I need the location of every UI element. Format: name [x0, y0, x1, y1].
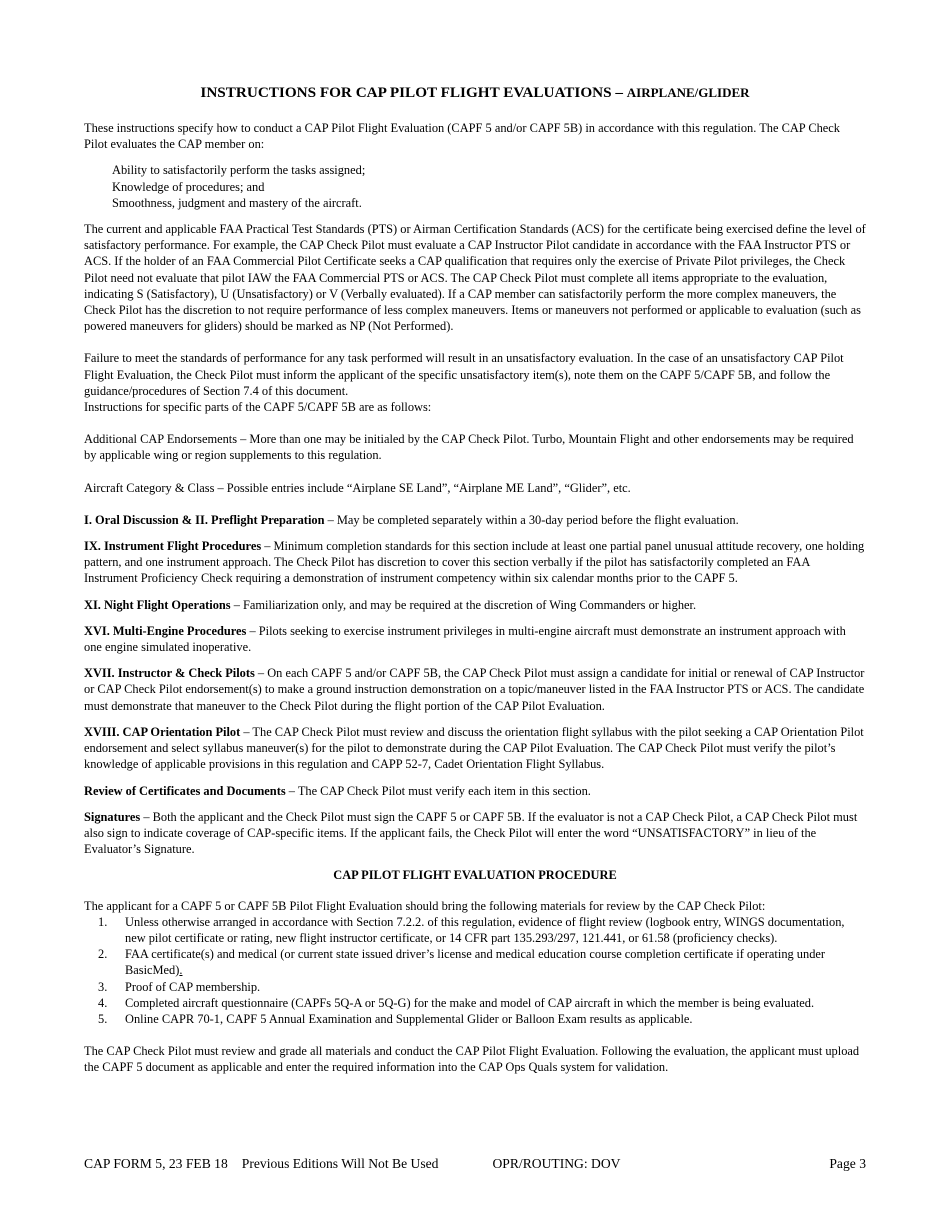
- list-number: 3.: [98, 979, 108, 994]
- section-heading: Signatures: [84, 809, 141, 824]
- section-heading: XVI. Multi-Engine Procedures: [84, 623, 247, 638]
- list-number: 1.: [98, 914, 108, 929]
- procedure-closing: The CAP Check Pilot must review and grade all materials and conduct the CAP Pilot Flight Evaluation. Following the evaluation, the applicant must upload the CAPF 5 document as applicable and enter the required information into the CAP Ops Quals system for validation.: [84, 1044, 860, 1075]
- parts-intro-paragraph: Instructions for specific parts of the CAPF 5/CAPF 5B are as follows:: [84, 400, 432, 415]
- criteria-item: Ability to satisfactorily perform the tasks assigned;: [112, 163, 366, 178]
- category-paragraph: Aircraft Category & Class – Possible entries include “Airplane SE Land”, “Airplane ME Land”, “Glider”, etc.: [84, 480, 631, 495]
- section-text: – Familiarization only, and may be required at the discretion of Wing Commanders or higher.: [230, 597, 697, 612]
- section-heading: XVIII. CAP Orientation Pilot: [84, 724, 241, 739]
- title-sub: AIRPLANE/GLIDER: [626, 85, 750, 100]
- list-text: FAA certificate(s) and medical (or current state issued driver’s license and medical education course completion certificate if operating under BasicMed): [125, 947, 826, 978]
- section-text: – The CAP Check Pilot must review and discuss the orientation flight syllabus with the pilot seeking a CAP Orientation Pilot endorsement and select syllabus maneuver(s) for the pilot to demonstrate during the CAP Pilot Evaluation. The CAP Check Pilot must verify the pilot’s knowledge of applicable provisions in this regulation and CAPP 52-7, Cadet Orientation Flight Syllabus.: [84, 724, 864, 772]
- section-instrument-flight: [84, 538, 866, 587]
- section-heading: Review of Certificates and Documents: [84, 783, 286, 798]
- list-item: [84, 995, 866, 1011]
- list-number: 5.: [98, 1011, 108, 1026]
- list-number: 4.: [98, 995, 108, 1010]
- footer-opr: OPR/ROUTING: DOV: [492, 1156, 621, 1171]
- list-item: [84, 1011, 866, 1027]
- list-text: Unless otherwise arranged in accordance with Section 7.2.2. of this regulation, evidence of flight review (logbook entry, WINGS documentation, new pilot certificate or rating, new flight instructor certificate, or 14 CFR part 135.293/297, 121.441, or 61.58 (proficiency checks).: [125, 914, 845, 945]
- footer-editions: Previous Editions Will Not Be Used: [241, 1156, 439, 1171]
- section-night-flight: [84, 597, 866, 613]
- section-text: – May be completed separately within a 30-day period before the flight evaluation.: [324, 512, 739, 527]
- section-heading: XI. Night Flight Operations: [84, 597, 231, 612]
- section-heading: I. Oral Discussion & II. Preflight Preparation: [84, 512, 325, 527]
- procedure-title: CAP PILOT FLIGHT EVALUATION PROCEDURE: [333, 868, 617, 883]
- list-item: [84, 914, 866, 946]
- list-text: Online CAPR 70-1, CAPF 5 Annual Examination and Supplemental Glider or Balloon Exam results as applicable.: [125, 1011, 693, 1026]
- title-dash: –: [611, 84, 627, 101]
- procedure-intro: The applicant for a CAPF 5 or CAPF 5B Pilot Flight Evaluation should bring the following materials for review by the CAP Check Pilot:: [84, 898, 766, 913]
- criteria-item: Knowledge of procedures; and: [112, 179, 265, 194]
- section-orientation-pilot: [84, 724, 866, 773]
- failure-paragraph: Failure to meet the standards of performance for any task performed will result in an unsatisfactory evaluation. In the case of an unsatisfactory CAP Pilot Flight Evaluation, the Check Pilot must inform the applicant of the specific unsatisfactory item(s), note them on the CAPF 5/CAPF 5B, and follow the guidance/procedures of Section 7.4 of this document.: [84, 351, 844, 398]
- document-page: [84, 84, 866, 1076]
- section-text: – Minimum completion standards for this section include at least one partial panel unusual attitude recovery, one holding pattern, and one instrument approach. The Check Pilot has discretion to cover this section verbally if the pilot has satisfactorily completed an FAA Instrument Proficiency Check requiring a demonstration of instrument competency within six calendar months prior to the CAPF 5.: [84, 539, 865, 586]
- endorsements-paragraph: Additional CAP Endorsements – More than one may be initialed by the CAP Check Pilot. Turbo, Mountain Flight and other endorsements may be required by applicable wing or region supplements to this regulation.: [84, 432, 854, 463]
- section-signatures: [84, 809, 866, 858]
- section-heading: IX. Instrument Flight Procedures: [84, 539, 262, 554]
- list-item: [84, 979, 866, 995]
- footer-page-number: Page 3: [829, 1156, 866, 1171]
- section-oral-preflight: [84, 512, 866, 528]
- intro-paragraph: These instructions specify how to conduct a CAP Pilot Flight Evaluation (CAPF 5 and/or CAPF 5B) in accordance with this regulation. The CAP Check Pilot evaluates the CAP member on:: [84, 121, 840, 152]
- list-item: [84, 946, 866, 978]
- page-title: [84, 84, 866, 102]
- criteria-list: [84, 162, 866, 211]
- criteria-item: Smoothness, judgment and mastery of the aircraft.: [112, 195, 362, 210]
- title-main: INSTRUCTIONS FOR CAP PILOT FLIGHT EVALUATIONS: [200, 84, 612, 101]
- section-text: – On each CAPF 5 and/or CAPF 5B, the CAP Check Pilot must assign a candidate for initial or renewal of CAP Instructor or CAP Check Pilot endorsement(s) to make a ground instruction demonstration on a topic/maneuver listed in the FAA Instructor PTS or ACS. The candidate must demonstrate that maneuver to the Check Pilot during the flight portion of the CAP Pilot Evaluation.: [84, 666, 865, 713]
- list-text: Completed aircraft questionnaire (CAPFs 5Q-A or 5Q-G) for the make and model of CAP aircraft in which the member is being evaluated.: [125, 995, 815, 1010]
- section-multi-engine: [84, 623, 866, 655]
- section-text: – Both the applicant and the Check Pilot must sign the CAPF 5 or CAPF 5B. If the evaluator is not a CAP Check Pilot, a CAP Check Pilot must also sign to indicate coverage of CAP-specific items. If the applicant fails, the Check Pilot will enter the word “UNSATISFACTORY” in lieu of the Evaluator’s Signature.: [84, 809, 858, 857]
- standards-paragraph: The current and applicable FAA Practical Test Standards (PTS) or Airman Certification Standards (ACS) for the certificate being exercised define the level of satisfactory performance. For example, the CAP Check Pilot must evaluate a CAP Instructor Pilot candidate in accordance with the FAA Instructor PTS or ACS. If the holder of an FAA Commercial Pilot Certificate seeks a CAP qualification that requires only the exercise of Private Pilot privileges, the Check Pilot need not evaluate that pilot IAW the FAA Commercial PTS or ACS. The CAP Check Pilot must complete all items appropriate to the evaluation, indicating S (Satisfactory), U (Unsatisfactory) or V (Verbally evaluated). If a CAP member can satisfactorily perform the more complex maneuvers, the Check Pilot has the discretion to not require performance of less complex maneuvers. Items or maneuvers not performed or applicable to evaluation (such as powered maneuvers for gliders) should be marked as NP (Not Performed).: [84, 222, 866, 334]
- page-footer: [84, 1156, 866, 1172]
- list-text-tail: .: [179, 963, 183, 978]
- section-review-certificates: [84, 783, 866, 799]
- materials-list: [84, 914, 866, 1027]
- list-text: Proof of CAP membership.: [125, 979, 261, 994]
- section-instructor-check: [84, 665, 866, 714]
- section-text: – The CAP Check Pilot must verify each item in this section.: [285, 783, 591, 798]
- footer-form: CAP FORM 5, 23 FEB 18: [84, 1156, 228, 1171]
- list-number: 2.: [98, 947, 108, 962]
- section-text: – Pilots seeking to exercise instrument privileges in multi-engine aircraft must demonstrate an instrument approach with one engine simulated inoperative.: [84, 623, 846, 655]
- section-heading: XVII. Instructor & Check Pilots: [84, 666, 255, 681]
